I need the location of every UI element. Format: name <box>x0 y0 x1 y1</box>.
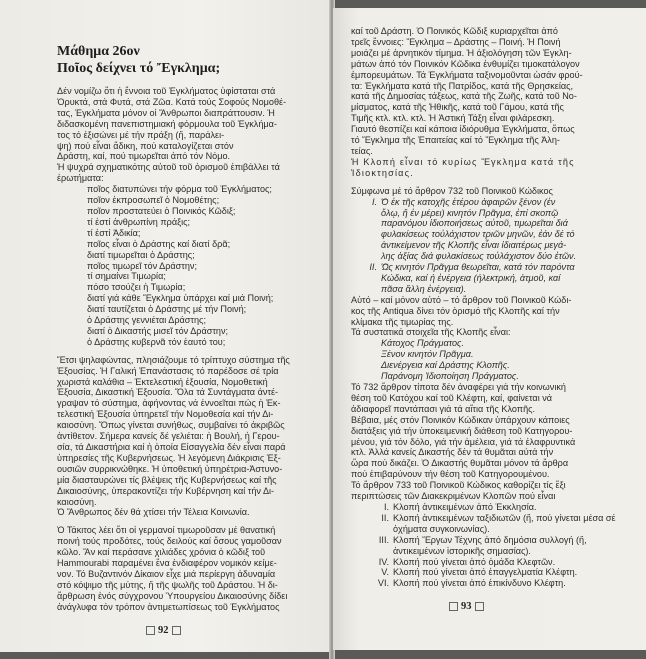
theft-case-number: IV. <box>378 556 389 567</box>
text-line: τό Ἔγκλημα τῆς Ἐπαιτείας καί τό Ἔγκλημα τῆς Ἀλη- <box>351 135 560 146</box>
question-item: διατί ὁ Δικαστής μισεῖ τόν Δράστην; <box>87 325 229 336</box>
text-line: Ὀρυκτά, στά Φυτά, στά Ζῶα. Κατά τούς Σοφούς Νομοθέ- <box>57 96 287 107</box>
theft-case-number: I. <box>383 501 389 512</box>
question-list <box>57 184 323 348</box>
question-item: πόσο τσούζει ἡ Τιμωρία; <box>87 282 186 293</box>
text-line: γραψαν τό σύστημα, ἀφήνοντας νά ἐννοεῖται πώς ἡ Ἐκ- <box>57 398 281 409</box>
left-paragraph-3 <box>57 525 323 612</box>
right-paragraph-3 <box>351 382 621 502</box>
text-line: Ἐξουσίας. Ἡ Γαλική Ἐπανάστασις τό παρέδοσε σέ τρία <box>57 365 279 376</box>
article-item-number: II. <box>369 262 377 273</box>
theft-case-text: Κλοπή ἀντικειμένων ἀπό Ἐκκλησία. <box>393 501 537 512</box>
question-item: τί ἐστί Ἀδικία; <box>87 227 141 238</box>
text-line: χωριστά καλάθια – Ἐκτελεστική ἐξουσία, Νομοθετική <box>57 376 268 387</box>
text-line: Βέβαια, μές στόν Ποινικόν Κώδικαν ὑπάρχουν κάποιες <box>351 414 570 425</box>
theft-case-text: Κλοπή Ἔργων Τέχνης ἀπό δημόσια συλλογή (ἤ, ἀντικειμένων ἱστορικῆς σημασίας). <box>393 534 587 556</box>
theft-element: Κάτοχος Πράγματος. <box>381 338 465 349</box>
text-line: Δικαιοσύνης, ὑπερακοντίζει τήν Κυβέρνηση καί τήν Δι- <box>57 485 275 496</box>
text-line: τος τό ἐξισώνει μέ τήν πράξη (ἤ, παράλει- <box>57 129 225 140</box>
page-number-left <box>57 625 184 637</box>
theft-element: Ξένον κινητόν Πρᾶγμα. <box>381 349 474 360</box>
text-line: Ἔτσι ψηλαφώντας, πλησιάζουμε τό τρίπτυχο σύστημα τῆς <box>57 354 290 365</box>
theft-case-number: VI. <box>377 578 389 589</box>
theft-element: Διενέργεια καί Δράστης Κλοπῆς. <box>381 360 510 371</box>
text-line: καιοσύνη. Ὅπως γίνεται συνήθως, συμβαίνει τό ἀκριβῶς <box>57 420 285 431</box>
text-line: μένου, γιά τόν δόλο, γιά τήν ἀμέλεια, γιά τά ἐλαφρυντικά <box>351 436 576 447</box>
question-item: ποῖος διατυπώνει τήν φόρμα τοῦ Ἐγκλήματος; <box>87 184 272 195</box>
theft-case-text: Κλοπή πού γίνεται ἀπό ἐπικίνδυνο Κλέφτη. <box>393 578 566 589</box>
left-paragraph-1 <box>57 86 323 184</box>
text-line: ὥρα πού δικάζει. Ὁ Δικαστής θυμᾶται μόνον τά ἄρθρα <box>351 458 569 469</box>
theft-element: Παράνομη Ἰδιοποίηση Πράγματος. <box>381 371 519 382</box>
text-line: τα: Ἐγκλήματα κατά τῆς Πατρίδος, κατά τῆς Θρησκείας, <box>351 80 574 91</box>
text-line: Ὁ Ἄνθρωπος δέν θά χτίσει τήν Τέλεια Κοινωνία. <box>57 507 250 518</box>
right-body <box>351 26 621 613</box>
left-paragraph-2 <box>57 355 323 519</box>
theft-case <box>351 557 621 568</box>
question-item: ποῖος εἶναι ὁ Δράστης καί διατί δρᾶ; <box>87 238 231 249</box>
text-line: μοιάζει μέ ἀρνητικόν τίμημα. Ἡ ἀξιολόγηση τῶν Ἐγκλη- <box>351 47 572 58</box>
article-item-line: φυλακίσεως τοὐλάχιστον τριῶν μηνῶν, ἐάν δέ τό <box>381 229 575 240</box>
text-line: Ὁ Τάκιτος λέει ὅτι οἱ γερμανοί τιμωροῦσαν μέ θανατική <box>57 525 276 536</box>
article-item-line: πᾶσα ἄλλη ἐνέργεια). <box>381 283 467 294</box>
text-line: Τό 732 ἄρθρον τίποτα δέν ἀναφέρει γιά τήν κοινωνική <box>351 382 566 392</box>
article-item-number: I. <box>371 196 377 207</box>
text-line: καί τοῦ Δράστη. Ὁ Ποινικός Κῶδιξ κυριαρχεῖται ἀπό <box>351 26 558 36</box>
theft-case-body <box>393 578 621 589</box>
text-line: ποινή τούς προδότες, τούς δειλούς καί ὅσους γαμοῦσαν <box>57 536 282 547</box>
text-line: Γιαυτό θεσπίζει καί κάποια ἰδιόρυθμα Ἐγκλήματα, ὅπως <box>351 124 575 135</box>
lesson-title <box>57 43 220 77</box>
page-number-text: 92 <box>158 624 169 636</box>
text-line: τρεῖς ἔννοιες: Ἔγκλημα – Δράστης – Ποινή. Ἡ Ποινή <box>351 36 561 47</box>
text-line: ἀνάγλυφα τόν τρόπον ἀντιμετωπίσεως τοῦ Ἐγκλήματος <box>57 601 280 612</box>
text-line: κος τῆς Antiqua δίνει τόν ὁρισμό τῆς Κλοπῆς καί τήν <box>351 305 560 316</box>
text-line: κλίμακα τῆς τιμωρίας της. <box>351 316 454 327</box>
text-line: ὑπηρεσίες τῆς Κυβερνήσεως. Ἡ λεγόμενη Διάκρισις Ἐξ- <box>57 452 281 463</box>
page-number-right <box>351 601 487 613</box>
text-line: ἐρωτήματα: <box>57 173 104 184</box>
square-ornament-icon <box>146 626 155 635</box>
text-line: Δράστη, καί, πού τιμωρεῖται ἀπό τόν Νόμο. <box>57 151 231 162</box>
theft-elements <box>351 338 621 382</box>
article-item-line: λης ἀξίας διά φυλακίσεως τοὐλάχιστον δύο ἐτῶν. <box>381 251 577 262</box>
theft-case-text: Κλοπή πού γίνεται ἀπό ὁμάδα Κλεφτῶν. <box>393 556 556 567</box>
theft-case <box>351 567 621 578</box>
text-line: Δέν νομίζω ὅτι ἡ ἔννοια τοῦ Ἐγκλήματος ὑφίσταται στά <box>57 86 276 96</box>
text-line: Ἐξουσία, Δικαστική Ἐξουσία. Ὅλα τά Συντάγματα ἀντέ- <box>57 387 279 398</box>
square-ornament-icon <box>172 626 181 635</box>
theft-case <box>351 535 621 557</box>
article-item-line: Ὁ ἐκ τῆς κατοχῆς ἑτέρου ἀφαιρῶν ξένον (ἐν <box>381 196 556 207</box>
theft-case-number: II. <box>381 512 389 523</box>
text-line: Τιμῆς κτλ. κτλ. κτλ. Ἡ Ἀστική Τάξη εἶναι φιλάρεσκη. <box>351 113 555 124</box>
right-paragraph-1 <box>351 26 621 157</box>
text-line: καιοσύνη. <box>57 496 97 507</box>
text-line: θέση τοῦ Κατόχου καί τοῦ Κλέφτη, καί, φαίνεται νά <box>351 392 553 403</box>
theft-case-text: Κλοπή ἀντικειμένων ταξιδιωτῶν (ἤ, πού γίνεται μέσα σέ ὀχήματα συγκοινωνίας). <box>393 512 616 534</box>
theft-case-body <box>393 567 621 578</box>
text-line: ἄρθρωση ἑνός σύγχρονου Ὑπουργείου Δικαιοσύνης δίδει <box>57 590 288 601</box>
article-732-items <box>351 197 621 295</box>
right-paragraph-2 <box>351 295 621 339</box>
text-line: πού ἐπιβαρύνουν τήν θέση τοῦ Κατηγορουμένου. <box>351 469 550 480</box>
text-line: τείας. <box>351 145 373 156</box>
text-line: τας, Ἐγκλήματα μόνον οἱ Ἄνθρωποι διαπράττουσιν. Ἡ <box>57 107 275 118</box>
theft-case-number: V. <box>381 567 389 578</box>
question-item: ποῖον προστατεύει ὁ Ποινικός Κῶδιξ; <box>87 205 236 216</box>
text-line: ἐμπορευμάτων. Τά Ἐγκλήματα ταξινομοῦνται ὡσάν φρού- <box>351 69 583 80</box>
question-item: ποῖος τιμωρεῖ τόν Δράστην; <box>87 260 197 271</box>
text-line: σία, τά Δικαστήρια καί ἡ ὁποία Εἰσαγγελία δέν εἶναι παρά <box>57 442 286 452</box>
question-item: ποῖον ἐκπροσωπεῖ ὁ Νομοθέτης; <box>87 195 220 206</box>
text-line: κατά τῆς Δημοσίας τάξεως, κατά τῆς Ζωῆς, κατά τοῦ Νο- <box>351 91 577 102</box>
lesson-number: Μάθημα 26ον <box>57 44 140 59</box>
theft-case-body <box>393 513 621 535</box>
question-item: ὁ Δράστης κυβερνᾶ τόν ἑαυτό του; <box>87 336 226 347</box>
text-line: κτλ. Ἀλλά κανείς Δικαστής δέν τά θυμᾶται αὐτά τήν <box>351 447 554 458</box>
text-line: ουσιῶν συρρικνώθηκε. Ἡ ὑποθετική ὑπηρέτρια-Ἀστυνο- <box>57 463 283 474</box>
question-item: τί ἐστί ἀνθρωπίνη πράξις; <box>87 216 191 227</box>
text-line: κῶλο. Ἄν καί περάσανε χιλιάδες χρόνια ὁ κῶδιξ τοῦ <box>57 547 266 558</box>
question-item: διατί τιμωρεῖται ὁ Δράστης; <box>87 249 195 260</box>
article-item <box>351 262 621 295</box>
text-line: στό κόψιμο τῆς μύτης, ἤ τῆς ψωλῆς τοῦ Δράστου. Ἡ δι- <box>57 579 278 590</box>
klopi-statement-cont: Ἰδιοκτησίας. <box>351 167 414 178</box>
text-line: Hammourabi παραμένει ἕνα ἐνδιαφέρον νομικόν κείμε- <box>57 558 277 569</box>
theft-case <box>351 578 621 589</box>
text-line: τελεστική Ἐξουσία ὑπηρετεῖ τήν Νομοθεσία καί τήν Δι- <box>57 409 274 420</box>
text-line: Αὐτό – καί μόνον αὐτό – τό ἄρθρον τοῦ Ποινικοῦ Κώδι- <box>351 294 572 305</box>
theft-case-body <box>393 557 621 568</box>
square-ornament-icon <box>449 602 458 611</box>
text-line: διατάξεις γιά τήν ὑποκειμενική διάθεση τοῦ Κατηγορου- <box>351 425 573 436</box>
article-item-line: Κώδικα, καί ἡ ἐνέργεια (ἠλεκτρική, ἀτμοῦ, καί <box>381 272 561 283</box>
text-line: Ἡ ψυχρά σχηματικότης αὐτοῦ τοῦ ὁρισμοῦ ἐπιβάλλει τά <box>57 162 280 173</box>
text-line: ψη) πού εἶναι ἄδικη, πού καταλογίζεται στόν <box>57 140 234 151</box>
question-item: ὁ Δράστης γεννιέται Δράστης; <box>87 315 206 326</box>
right-page <box>333 8 646 650</box>
theft-case-text: Κλοπή πού γίνεται ἀπό ἐπαγγελματία Κλέφτη. <box>393 567 578 578</box>
theft-case-number: III. <box>378 534 389 545</box>
article-item-line: ἀντικείμενον τῆς Κλοπῆς εἶναι ἰδιαιτέρως μεγά- <box>381 240 567 251</box>
text-line: Τό ἄρθρον 733 τοῦ Ποινικοῦ Κώδικος καθορίζει τίς ἕξι <box>351 480 566 491</box>
theft-case-body <box>393 535 621 557</box>
theft-case <box>351 513 621 535</box>
text-line: διδασκομένη πανεπιστημιακή φόρμουλα τοῦ Ἐγκλήμα- <box>57 118 277 129</box>
lesson-heading: Ποῖος δείχνει τό Ἔγκλημα; <box>57 61 221 76</box>
article-item-body <box>381 197 621 262</box>
text-line: ἀντίθετον. Σήμερα κανείς δέ γελιέται: ἡ Βουλή, ἡ Γερου- <box>57 431 280 442</box>
text-line: περιπτώσεις τῶν Διακεκριμένων Κλοπῶν πού εἶναι <box>351 491 556 502</box>
article-intro: Σύμφωνα μέ τό ἄρθρον 732 τοῦ Ποινικοῦ Κώδικος <box>351 185 553 196</box>
article-item-line: ὅλῳ, ἤ ἐν μέρει) κινητόν Πρᾶγμα, ἐπί σκοπῷ <box>381 207 559 218</box>
article-item <box>351 197 621 262</box>
page-number-text: 93 <box>461 601 472 613</box>
theft-case-body <box>393 502 621 513</box>
text-line: μίσματος, κατά τῆς Ἠθικῆς, κατά τοῦ Γάμου, κατά τῆς <box>351 102 564 113</box>
text-line: Τά συστατικά στοιχεῖα τῆς Κλοπῆς εἶναι: <box>351 327 511 338</box>
text-line: μάτων ἀπό τόν Ποινικόν Κῶδικα ἐνθυμίζει τιμοκατάλογον <box>351 58 580 69</box>
article-item-line: παρανόμου ἰδιοποιήσεως αὐτοῦ, τιμωρεῖται διά <box>381 218 568 229</box>
text-line: ἀδιαφορεῖ παντάπασι γιά τά αἴτια τῆς Κλοπῆς. <box>351 403 536 414</box>
square-ornament-icon <box>475 602 484 611</box>
theft-case <box>351 502 621 513</box>
article-item-body <box>381 262 621 295</box>
article-item-line: Ὡς κινητόν Πρᾶγμα θεωρεῖται, κατά τόν παρόντα <box>381 262 575 273</box>
text-line: μία διασταυρώνει τίς βλέψεις τῆς Κυβερνήσεως καί τῆς <box>57 474 277 485</box>
klopi-statement: Ἡ Κλοπή εἶναι τό κυρίως Ἔγκλημα κατά τῆς <box>351 156 575 167</box>
left-body <box>57 86 323 636</box>
question-item: διατί γιά κάθε Ἔγκλημα ὑπάρχει καί μιά Ποινή; <box>87 293 274 304</box>
text-line: νον. Τό Βυζαντινόν Δίκαιον εἶχε μιά περίεργη ἀδυναμία <box>57 568 276 579</box>
question-item: τί σημαίνει Τιμωρία; <box>87 271 166 282</box>
aggravated-theft-cases <box>351 502 621 589</box>
question-item: διατί ταυτίζεται ὁ Δράστης μέ τήν Ποινή; <box>87 304 247 315</box>
